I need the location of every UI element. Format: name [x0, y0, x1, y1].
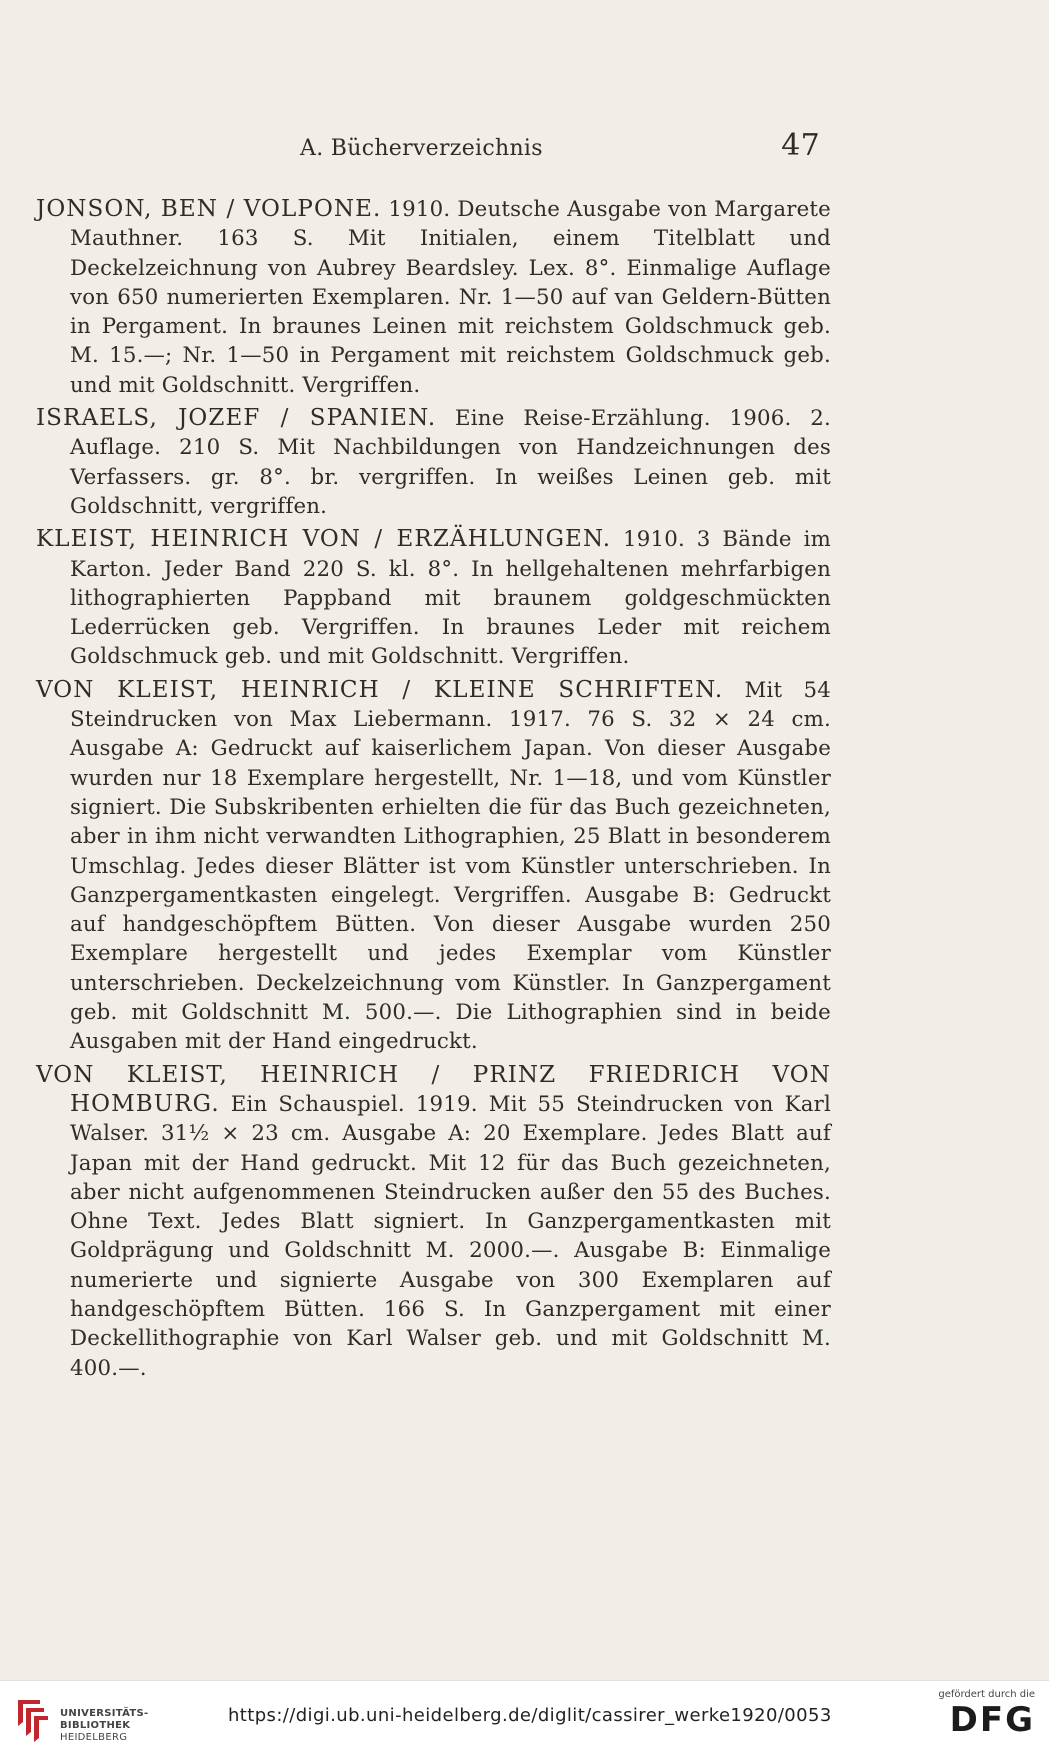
bibliography-entry — [36, 525, 831, 671]
library-name-line2: BIBLIOTHEK — [60, 1720, 131, 1731]
library-logo[interactable] — [12, 1696, 162, 1742]
bibliography-entry — [36, 1061, 831, 1383]
ub-heidelberg-logo-icon — [12, 1696, 52, 1742]
entry-heading: VON KLEIST, HEINRICH / KLEINE SCHRIFTEN. — [36, 676, 724, 703]
library-name-line3: HEIDELBERG — [60, 1732, 128, 1743]
dfg-logo-icon: DFG — [949, 1700, 1035, 1740]
funding-label: gefördert durch die — [938, 1689, 1035, 1700]
bibliography-entry — [36, 404, 831, 521]
entry-heading: VON KLEIST, HEINRICH / PRINZ FRIEDRICH VON HOMBURG. — [36, 1061, 831, 1117]
entry-text: Ein Schauspiel. 1919. Mit 55 Steindrucken von Karl Walser. 31½ × 23 cm. Ausgabe A: 20 Exemplare. Jedes Blatt auf Japan mit der Hand gedruckt. Mit 12 für das Buch gezeichneten, aber nicht aufgenommenen Steindrucken außer den 55 des Buches. Ohne Text. Jedes Blatt signiert. In Ganzpergamentkasten mit Goldprägung und Goldschnitt M. 2000.—. Ausgabe B: Einmalige numerierte und signierte Ausgabe von 300 Exemplaren auf handgeschöpftem Bütten. 166 S. In Ganzpergament mit einer Deckellithographie von Karl Walser geb. und mit Goldschnitt M. 400.—. — [70, 1091, 831, 1381]
entry-heading: ISRAELS, JOZEF / SPANIEN. — [36, 405, 437, 432]
entry-text: Eine Reise-Erzählung. 1906. 2. Auflage. 210 S. Mit Nachbildungen von Handzeichnungen des Verfassers. gr. 8°. br. vergriffen. In weißes Leinen geb. mit Goldschnitt, vergriffen. — [70, 406, 831, 519]
entry-heading: KLEIST, HEINRICH VON / ERZÄHLUNGEN. — [36, 526, 612, 553]
entry-heading: JONSON, BEN / VOLPONE. — [36, 196, 382, 222]
library-name-line1: UNIVERSITÄTS- — [60, 1708, 149, 1719]
bibliography-entry — [36, 195, 831, 400]
funding-notice[interactable] — [925, 1689, 1035, 1749]
entry-text: 1910. 3 Bände im Karton. Jeder Band 220 S. kl. 8°. In hellgehaltenen mehrfarbigen lithographierten Pappband mit braunem goldgeschmückten Lederrücken geb. Vergriffen. In braunes Leder mit reichem Goldschmuck geb. und mit Goldschnitt. Vergriffen. — [70, 527, 831, 670]
viewer-footer — [0, 1680, 1049, 1755]
running-header — [300, 128, 820, 172]
entry-text: 1910. Deutsche Ausgabe von Margarete Mauthner. 163 S. Mit Initialen, einem Titelblatt und Deckelzeichnung von Aubrey Beardsley. Lex. 8°. Einmalige Auflage von 650 numerierten Exemplaren. Nr. 1—50 auf van Geldern-Bütten in Pergament. In braunes Leinen mit reichstem Goldschmuck geb. M. 15.—; Nr. 1—50 in Pergament mit reichstem Goldschmuck geb. und mit Goldschnitt. Vergriffen. — [70, 197, 831, 398]
permalink-url[interactable]: https://digi.ub.uni-heidelberg.de/diglit/cassirer_werke1920/0053 — [228, 1705, 832, 1726]
library-name — [60, 1708, 149, 1744]
bibliography-entries — [36, 195, 831, 1387]
page-number: 47 — [781, 128, 820, 163]
running-title: A. Bücherverzeichnis — [300, 136, 543, 161]
bibliography-entry — [36, 676, 831, 1057]
entry-text: Mit 54 Steindrucken von Max Liebermann. 1917. 76 S. 32 × 24 cm. Ausgabe A: Gedruckt auf kaiserlichem Japan. Von dieser Ausgabe wurden nur 18 Exemplare hergestellt, Nr. 1—18, und vom Künstler signiert. Die Subskribenten erhielten die für das Buch gezeichneten, aber in ihm nicht verwandten Lithographien, 25 Blatt in besonderem Umschlag. Jedes dieser Blätter ist vom Künstler unterschrieben. In Ganzpergamentkasten eingelegt. Vergriffen. Ausgabe B: Gedruckt auf handgeschöpftem Bütten. Von dieser Ausgabe wurden 250 Exemplare hergestellt und jedes Exemplar vom Künstler unterschrieben. Deckelzeichnung vom Künstler. In Ganzpergament geb. mit Goldschnitt M. 500.—. Die Lithographien sind in beide Ausgaben mit der Hand eingedruckt. — [70, 677, 831, 1055]
